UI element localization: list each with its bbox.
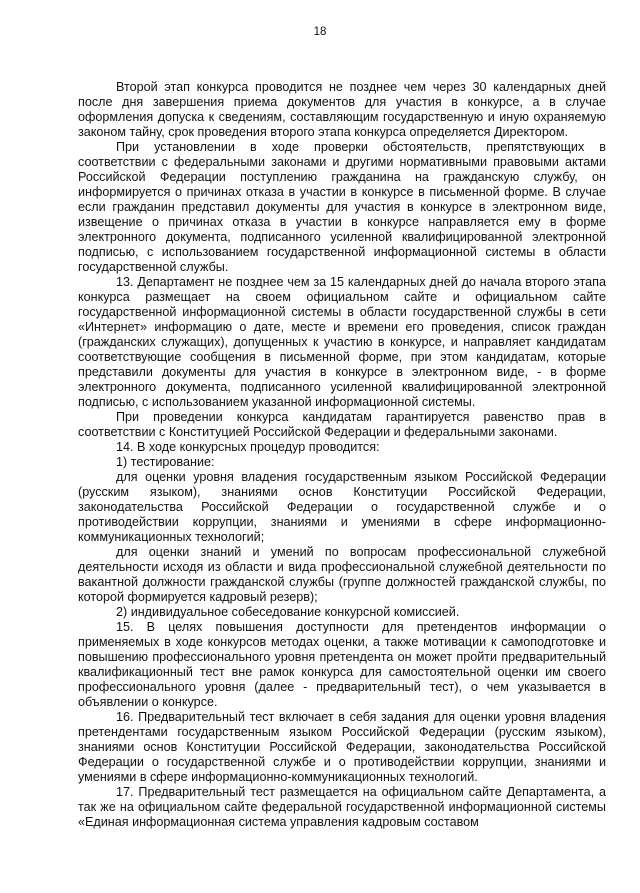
paragraph: 2) индивидуальное собеседование конкурсной комиссией. xyxy=(116,605,460,619)
paragraph: При установлении в ходе проверки обстоятельств, препятствующих в соответствии с федеральными законами и другими нормативными правовыми актами Российской Федерации поступлению гражданина на гражданскую службу, он информируется о причинах отказа в участии в конкурсе в письменной форме. В случае если гражданин представил документы для участия в конкурсе в электронном виде, извещение о причинах отказа в участии в конкурсе направляется ему в форме электронного документа, подписанного усиленной квалифицированной электронной подписью, с использованием государственной информационной системы в области государственной службы. xyxy=(78,140,606,274)
page-number: 18 xyxy=(313,26,327,38)
paragraph: 17. Предварительный тест размещается на официальном сайте Департамента, а так же на официальном сайте федеральной государственной информационной системы «Единая информационная система управления кадровым составом xyxy=(78,785,606,829)
paragraph: Второй этап конкурса проводится не позднее чем через 30 календарных дней после дня завершения приема документов для участия в конкурсе, а в случае оформления допуска к сведениям, составляющим государственную и иную охраняемую законом тайну, срок проведения второго этапа конкурса определяется Директором. xyxy=(78,80,606,139)
paragraph: для оценки уровня владения государственным языком Российской Федерации (русским языком), знаниями основ Конституции Российской Федерации, законодательства Российской Федерации о государственной службе и о противодействии коррупции, знаниями и умениями в сфере информационно-коммуникационных технологий; xyxy=(78,470,606,544)
paragraph: При проведении конкурса кандидатам гарантируется равенство прав в соответствии с Конституцией Российской Федерации и федеральными законами. xyxy=(78,410,606,439)
paragraph: для оценки знаний и умений по вопросам профессиональной служебной деятельности исходя из области и вида профессиональной служебной деятельности по вакантной должности гражданской службы (группе должностей гражданской службы, по которой формируется кадровый резерв); xyxy=(78,545,606,604)
paragraph: 13. Департамент не позднее чем за 15 календарных дней до начала второго этапа конкурса размещает на своем официальном сайте и официальном сайте государственной информационной системы в области государственной службы в сети «Интернет» информацию о дате, месте и времени его проведения, список граждан (гражданских служащих), допущенных к участию в конкурсе, и направляет кандидатам соответствующие сообщения в письменной форме, при этом кандидатам, которые представили документы для участия в конкурсе в электронном виде, - в форме электронного документа, подписанного усиленной квалифицированной электронной подписью, с использованием указанной информационной системы. xyxy=(78,275,606,409)
document-body xyxy=(78,80,606,830)
paragraph: 14. В ходе конкурсных процедур проводится: xyxy=(116,440,380,454)
paragraph: 16. Предварительный тест включает в себя задания для оценки уровня владения претендентами государственным языком Российской Федерации (русским языком), знаниями основ Конституции Российской Федерации, законодательства Российской Федерации о государственной службе и о противодействии коррупции, знаниями и умениями в сфере информационно-коммуникационных технологий. xyxy=(78,710,606,784)
paragraph: 1) тестирование: xyxy=(116,455,215,469)
paragraph: 15. В целях повышения доступности для претендентов информации о применяемых в ходе конкурсов методах оценки, а также мотивации к самоподготовке и повышению профессионального уровня претендента он может пройти предварительный квалификационный тест вне рамок конкурса для самостоятельной оценки им своего профессионального уровня (далее - предварительный тест), о чем указывается в объявлении о конкурсе. xyxy=(78,620,606,709)
